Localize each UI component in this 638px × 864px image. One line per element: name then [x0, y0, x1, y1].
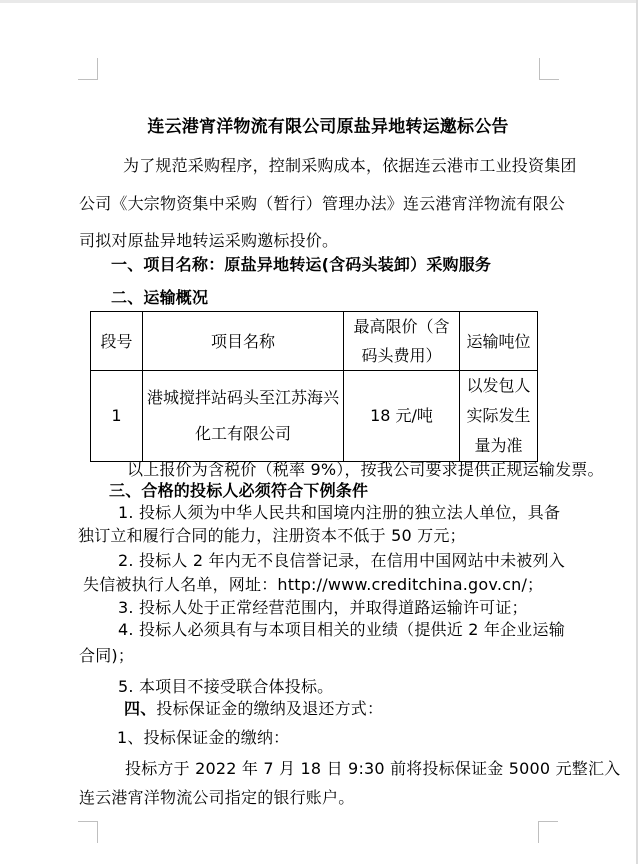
section-heading-4-number: 四、 — [124, 699, 157, 718]
section-heading-2-transport-overview: 二、运输概况 — [111, 288, 209, 307]
table-cell-max-price: 18 元/吨 — [344, 371, 460, 462]
table-cell-tonnage: 以发包人实际发生量为准 — [460, 371, 538, 462]
requirement-item-2-line-1: 2. 投标人 2 年内无不良信誉记录，在信用中国网站中未被列入 — [118, 551, 565, 570]
intro-paragraph-line-2: 公司《大宗物资集中采购（暂行）管理办法》连云港宵洋物流有限公 — [79, 194, 566, 213]
document-title: 连云港宵洋物流有限公司原盐异地转运邀标公告 — [147, 117, 509, 137]
requirement-item-4-line-2: 合同)； — [79, 646, 135, 665]
table-header-segment-no: 段号 — [91, 312, 143, 371]
table-cell-segment-no: 1 — [91, 371, 143, 462]
intro-paragraph-line-3: 司拟对原盐异地转运采购邀标投价。 — [79, 231, 339, 250]
margin-crop-mark-bottom-right — [538, 821, 558, 843]
section-heading-3-bidder-requirements: 三、合格的投标人必须符合下例条件 — [109, 481, 369, 500]
section-heading-4-text: 投标保证金的缴纳及退还方式： — [156, 699, 384, 718]
margin-crop-mark-top-left — [78, 58, 98, 80]
transport-overview-table — [90, 311, 538, 462]
margin-crop-mark-bottom-left — [78, 821, 98, 843]
requirement-item-2-line-2-url: 失信被执行人名单，网址：http://www.creditchina.gov.cn/； — [83, 575, 544, 594]
table-header-tonnage: 运输吨位 — [460, 312, 538, 371]
table-header-row — [91, 312, 538, 371]
page-top-edge — [0, 0, 638, 3]
table-header-project-name: 项目名称 — [143, 312, 344, 371]
table-header-max-price: 最高限价（含码头费用） — [344, 312, 460, 371]
requirement-item-1-line-2: 独订立和履行合同的能力，注册资本不低于 50 万元； — [78, 526, 466, 545]
intro-paragraph-line-1: 为了规范采购程序，控制采购成本，依据连云港市工业投资集团 — [123, 156, 577, 175]
deposit-paragraph-line-1: 投标方于 2022 年 7 月 18 日 9:30 前将投标保证金 5000 元整汇入 — [125, 759, 621, 778]
margin-crop-mark-top-right — [539, 58, 559, 80]
section-heading-1-project-name: 一、项目名称：原盐异地转运(含码头装卸）采购服务 — [111, 255, 492, 274]
subsection-1-deposit-payment: 1、投标保证金的缴纳： — [117, 728, 290, 747]
table-cell-project-name: 港城搅拌站码头至江苏海兴化工有限公司 — [143, 371, 344, 462]
tax-note-line: 以上报价为含税价（税率 9%），按我公司要求提供正规运输发票。 — [127, 460, 604, 479]
requirement-item-5: 5. 本项目不接受联合体投标。 — [118, 677, 334, 696]
deposit-paragraph-line-2: 连云港宵洋物流公司指定的银行账户。 — [79, 788, 355, 807]
requirement-item-1-line-1: 1. 投标人须为中华人民共和国境内注册的独立法人单位，具备 — [118, 503, 561, 522]
table-row — [91, 371, 538, 462]
section-heading-4-bid-deposit — [124, 698, 383, 719]
requirement-item-3: 3. 投标人处于正常经营范围内，并取得道路运输许可证； — [118, 598, 528, 617]
requirement-item-4-line-1: 4. 投标人必须具有与本项目相关的业绩（提供近 2 年企业运输 — [118, 620, 565, 639]
